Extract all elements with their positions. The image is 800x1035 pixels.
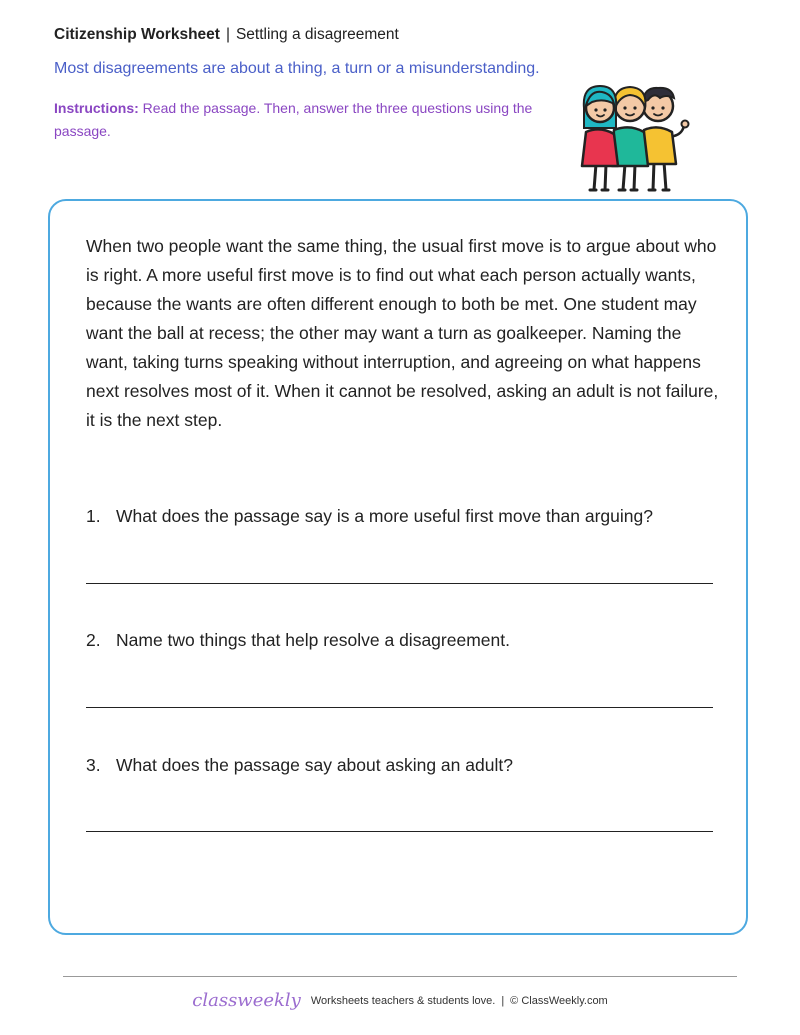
worksheet-topic: Settling a disagreement bbox=[235, 26, 399, 43]
question-2 bbox=[86, 630, 510, 651]
question-text: Name two things that help resolve a disagreement. bbox=[116, 630, 510, 650]
worksheet-subtitle: Most disagreements are about a thing, a turn or a misunderstanding. bbox=[54, 60, 540, 77]
question-number: 2. bbox=[86, 630, 101, 650]
question-number: 3. bbox=[86, 755, 101, 775]
instructions-text: Read the passage. Then, answer the three questions using the passage. bbox=[54, 100, 533, 139]
brand-logo: classweekly bbox=[192, 990, 301, 1011]
footer-divider bbox=[63, 976, 737, 977]
instructions-lead: Instructions: bbox=[54, 100, 139, 116]
instructions bbox=[54, 97, 574, 143]
question-3 bbox=[86, 755, 513, 776]
reading-passage: When two people want the same thing, the usual first move is to argue about who is right. A more useful first move is to find out what each person actually wants, because the wants are often different enough to both be met. One student may want the ball at recess; the other may want a turn as goalkeeper. Naming the want, taking turns speaking without interruption, and agreeing on what happens next resolves most of it. When it cannot be resolved, asking an adult is not failure, it is the next step. bbox=[86, 236, 719, 430]
question-text: What does the passage say is a more useful first move than arguing? bbox=[116, 506, 653, 526]
worksheet-header bbox=[54, 26, 399, 44]
page-footer bbox=[0, 990, 800, 1011]
answer-line-1[interactable] bbox=[86, 583, 713, 584]
footer-tagline: Worksheets teachers & students love. bbox=[310, 995, 496, 1007]
three-kids-icon bbox=[578, 78, 698, 196]
question-text: What does the passage say about asking an adult? bbox=[116, 755, 513, 775]
question-number: 1. bbox=[86, 506, 101, 526]
question-1 bbox=[86, 506, 653, 527]
answer-line-2[interactable] bbox=[86, 707, 713, 708]
answer-line-3[interactable] bbox=[86, 831, 713, 832]
footer-copyright: © ClassWeekly.com bbox=[510, 995, 608, 1007]
footer-separator: | bbox=[501, 995, 505, 1007]
worksheet-title: Citizenship Worksheet bbox=[54, 26, 220, 43]
header-separator: | bbox=[225, 26, 230, 43]
